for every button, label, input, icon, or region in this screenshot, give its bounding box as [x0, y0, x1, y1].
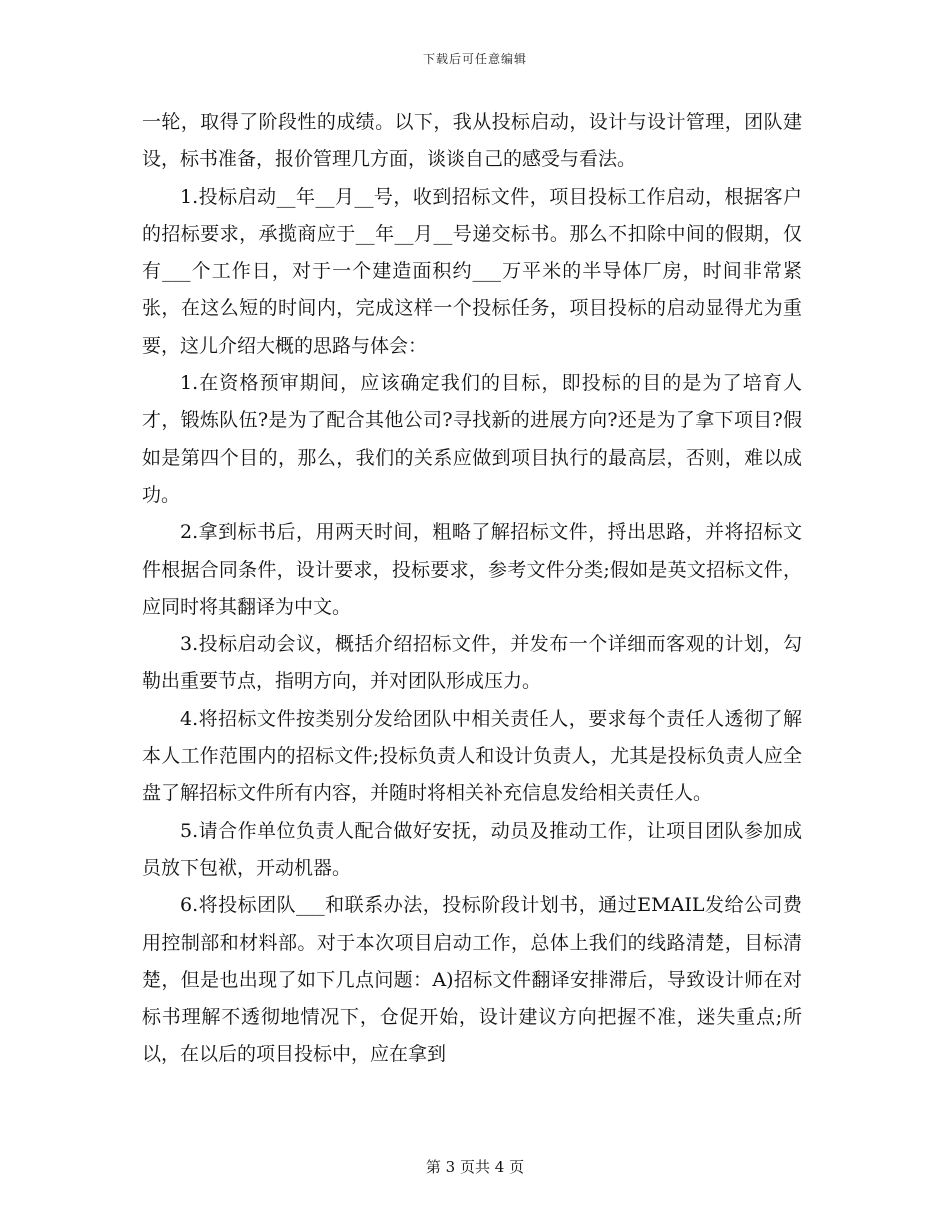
document-body: [142, 104, 802, 1074]
paragraph-item-6: 6.将投标团队___和联系办法，投标阶段计划书，通过EMAIL发给公司费用控制部和材料部。对于本次项目启动工作，总体上我们的线路清楚，目标清楚，但是也出现了如下几点问题：A)招标文件翻译安排滞后，导致设计师在对标书理解不透彻地情况下，仓促开始，设计建议方向把握不准，迷失重点;所以，在以后的项目投标中，应在拿到: [142, 894, 802, 1066]
paragraph-item-4: 4.将招标文件按类别分发给团队中相关责任人，要求每个责任人透彻了解本人工作范围内的招标文件;投标负责人和设计负责人，尤其是投标负责人应全盘了解招标文件所有内容，并随时将相关补充信息发给相关责任人。: [142, 707, 802, 805]
paragraph-bid-start: 1.投标启动__年__月__号，收到招标文件，项目投标工作启动，根据客户的招标要求，承揽商应于__年__月__号递交标书。那么不扣除中间的假期，仅有___个工作日，对于一个建造面积约___万平米的半导体厂房，时间非常紧张，在这么短的时间内，完成这样一个投标任务，项目投标的启动显得尤为重要，这儿介绍大概的思路与体会：: [142, 185, 802, 357]
paragraph-intro: 一轮，取得了阶段性的成绩。以下，我从投标启动，设计与设计管理，团队建设，标书准备，报价管理几方面，谈谈自己的感受与看法。: [142, 111, 802, 171]
page-header: 下载后可任意编辑: [422, 52, 527, 66]
paragraph-item-1: 1.在资格预审期间，应该确定我们的目标，即投标的目的是为了培育人才，锻炼队伍?是为了配合其他公司?寻找新的进展方向?还是为了拿下项目?假如是第四个目的，那么，我们的关系应做到项目执行的最高层，否则，难以成功。: [142, 372, 802, 506]
page-footer: 第 3 页共 4 页: [425, 1158, 525, 1176]
paragraph-item-5: 5.请合作单位负责人配合做好安抚，动员及推动工作，让项目团队参加成员放下包袱，开动机器。: [142, 819, 802, 879]
paragraph-item-3: 3.投标启动会议，概括介绍招标文件，并发布一个详细而客观的计划，勾勒出重要节点，指明方向，并对团队形成压力。: [142, 633, 802, 693]
paragraph-item-2: 2.拿到标书后，用两天时间，粗略了解招标文件，捋出思路，并将招标文件根据合同条件，设计要求，投标要求，参考文件分类;假如是英文招标文件，应同时将其翻译为中文。: [142, 521, 802, 618]
